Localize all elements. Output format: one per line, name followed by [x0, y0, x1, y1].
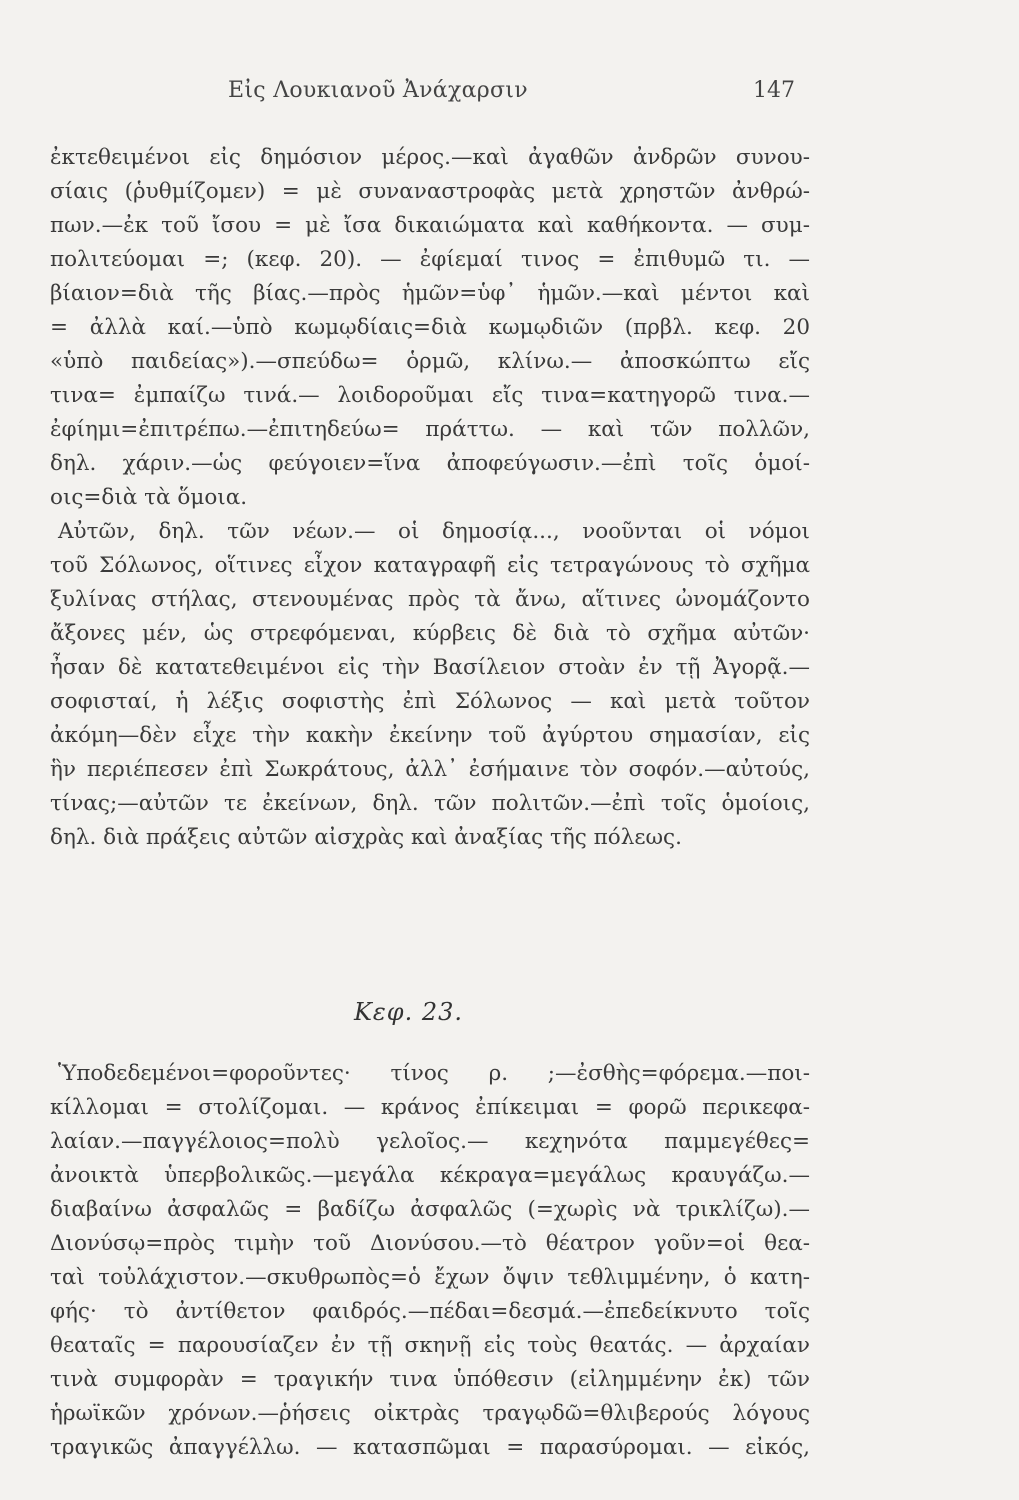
text-line: οις=διὰ τὰ ὅμοια. — [50, 485, 248, 510]
text-line: ἦσαν δὲ κατατεθειμένοι εἰς τὴν Βασίλειον στοὰν ἐν τῇ Ἀγορᾷ.— — [50, 655, 810, 680]
text-line: ἀνοικτὰ ὑπερβολικῶς.—μεγάλα κέκραγα=μεγάλως κραυγάζω.— — [50, 1163, 810, 1188]
text-line: κίλλομαι = στολίζομαι. — κράνος ἐπίκειμαι = φορῶ περικεφα- — [50, 1095, 810, 1120]
text-line: «ὑπὸ παιδείας»).—σπεύδω= ὁρμῶ, κλίνω.— ἀποσκώπτω εἴς — [50, 349, 810, 374]
text-line: ἐκτεθειμένοι εἰς δημόσιον μέρος.—καὶ ἀγαθῶν ἀνδρῶν συνου- — [50, 145, 810, 170]
chapter-heading: Κεφ. 23. — [354, 998, 464, 1026]
text-line: = ἀλλὰ καί.—ὑπὸ κωμῳδίαις=διὰ κωμῳδιῶν (πρβλ. κεφ. 20 — [50, 315, 810, 340]
text-line: ταὶ τοὐλάχιστον.—σκυθρωπὸς=ὁ ἔχων ὄψιν τεθλιμμένην, ὁ κατη- — [50, 1265, 810, 1290]
text-line: ἐφίημι=ἐπιτρέπω.—ἐπιτηδεύω= πράττω. — καὶ τῶν πολλῶν, — [50, 417, 810, 442]
text-line: σίαις (ῥυθμίζομεν) = μὲ συναναστροφὰς μετὰ χρηστῶν ἀνθρώ- — [50, 179, 810, 204]
commentary-block-2 — [50, 1057, 810, 1465]
text-line: πολιτεύομαι =; (κεφ. 20). — ἐφίεμαί τινος = ἐπιθυμῶ τι. — — [50, 247, 810, 272]
running-title: Εἰς Λουκιανοῦ Ἀνάχαρσιν — [228, 78, 528, 103]
text-line: Αὐτῶν, δηλ. τῶν νέων.— οἱ δημοσίᾳ..., νοοῦνται οἱ νόμοι — [58, 519, 810, 544]
text-line: θεαταῖς = παρουσίαζεν ἐν τῇ σκηνῇ εἰς τοὺς θεατάς. — ἀρχαίαν — [50, 1333, 810, 1358]
text-line: βίαιον=διὰ τῆς βίας.—πρὸς ἡμῶν=ὑφ᾽ ἡμῶν.—καὶ μέντοι καὶ — [50, 281, 810, 306]
text-line: ξυλίνας στήλας, στενουμένας πρὸς τὰ ἄνω, αἵτινες ὠνομάζοντο — [50, 587, 810, 612]
text-line: φής· τὸ ἀντίθετον φαιδρός.—πέδαι=δεσμά.—ἐπεδείκνυτο τοῖς — [50, 1299, 810, 1324]
text-line: ἀκόμη—δὲν εἶχε τὴν κακὴν ἐκείνην τοῦ ἀγύρτου σημασίαν, εἰς — [50, 723, 810, 748]
text-line: πων.—ἐκ τοῦ ἴσου = μὲ ἴσα δικαιώματα καὶ καθήκοντα. — συμ- — [50, 213, 810, 238]
text-line: τραγικῶς ἀπαγγέλλω. — κατασπῶμαι = παρασύρομαι. — εἰκός, — [50, 1435, 810, 1460]
page-number: 147 — [753, 78, 795, 103]
text-line: διαβαίνω ἀσφαλῶς = βαδίζω ἀσφαλῶς (=χωρὶς νὰ τρικλίζω).— — [50, 1197, 810, 1222]
text-line: λαίαν.—παγγέλοιος=πολὺ γελοῖος.— κεχηνότα παμμεγέθες= — [50, 1129, 810, 1154]
text-line: ἡρωϊκῶν χρόνων.—ῥήσεις οἰκτρὰς τραγῳδῶ=θλιβερούς λόγους — [50, 1401, 810, 1426]
text-line: τοῦ Σόλωνος, οἵτινες εἶχον καταγραφῆ εἰς τετραγώνους τὸ σχῆμα — [50, 553, 810, 578]
text-line: τινὰ συμφορὰν = τραγικήν τινα ὑπόθεσιν (εἰλημμένην ἐκ) τῶν — [50, 1367, 810, 1392]
text-line: τινα= ἐμπαίζω τινά.— λοιδοροῦμαι εἴς τινα=κατηγορῶ τινα.— — [50, 383, 810, 408]
commentary-block-1 — [50, 141, 810, 855]
text-line: ἄξονες μέν, ὡς στρεφόμεναι, κύρβεις δὲ διὰ τὸ σχῆμα αὐτῶν· — [50, 621, 810, 646]
text-line: σοφισταί, ἡ λέξις σοφιστὴς ἐπὶ Σόλωνος — καὶ μετὰ τοῦτον — [50, 689, 810, 714]
text-line: Ὑποδεδεμένοι=φοροῦντες· τίνος ρ. ;—ἐσθὴς=φόρεμα.—ποι- — [58, 1061, 810, 1086]
text-line: δηλ. χάριν.—ὡς φεύγοιεν=ἵνα ἀποφεύγωσιν.—ἐπὶ τοῖς ὁμοί- — [50, 451, 810, 476]
text-line: ἣν περιέπεσεν ἐπὶ Σωκράτους, ἀλλ᾽ ἐσήμαινε τὸν σοφόν.—αὐτούς, — [50, 757, 810, 782]
text-line: Διονύσῳ=πρὸς τιμὴν τοῦ Διονύσου.—τὸ θέατρον γοῦν=οἱ θεα- — [50, 1231, 810, 1256]
text-line: τίνας;—αὐτῶν τε ἐκείνων, δηλ. τῶν πολιτῶν.—ἐπὶ τοῖς ὁμοίοις, — [50, 791, 810, 816]
text-line: δηλ. διὰ πράξεις αὐτῶν αἰσχρὰς καὶ ἀναξίας τῆς πόλεως. — [50, 825, 682, 850]
